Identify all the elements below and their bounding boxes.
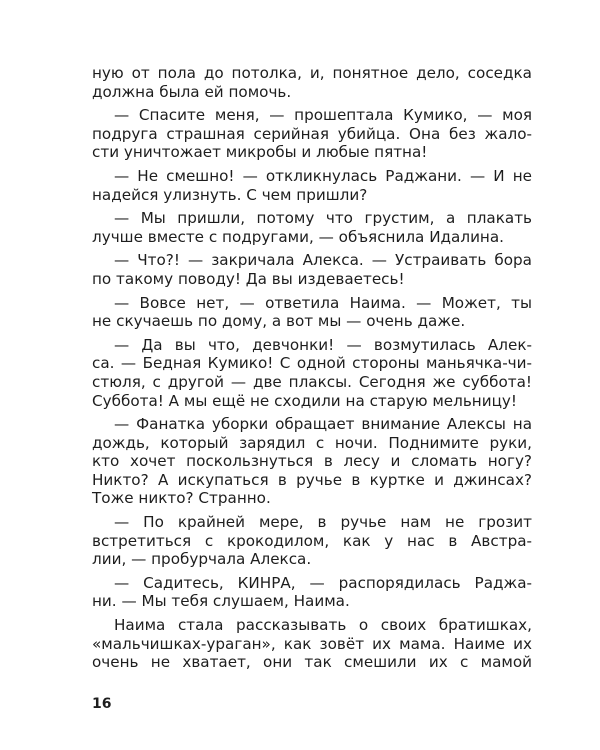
paragraph bbox=[92, 294, 532, 331]
text-line-content: Наима стала рассказывать о своих братишках, bbox=[114, 616, 532, 635]
text-line-content: по такому поводу! Да вы издеваетесь! bbox=[92, 269, 405, 288]
text-line-content: — Вовсе нет, — ответила Наима. — Может, ты bbox=[114, 293, 532, 312]
paragraph bbox=[92, 616, 532, 672]
paragraph bbox=[92, 251, 532, 288]
text-line bbox=[92, 64, 532, 83]
page-number: 16 bbox=[92, 696, 112, 712]
text-line bbox=[92, 294, 532, 313]
text-line-content: — Спасите меня, — прошептала Кумико, — моя bbox=[114, 106, 532, 125]
text-line bbox=[92, 106, 532, 125]
text-line bbox=[92, 354, 532, 373]
text-line bbox=[92, 471, 532, 490]
text-line bbox=[92, 574, 532, 593]
text-line-content: ни. — Мы тебя слушаем, Наима. bbox=[92, 592, 350, 611]
text-line-content: дождь, который зарядил с ночи. Поднимите руки, bbox=[92, 433, 532, 452]
paragraph bbox=[92, 415, 532, 508]
paragraph bbox=[92, 336, 532, 410]
text-line bbox=[92, 415, 532, 434]
text-line-content: — Фанатка уборки обращает внимание Алексы на bbox=[114, 415, 532, 434]
text-line bbox=[92, 251, 532, 270]
text-line bbox=[92, 228, 532, 247]
text-line-content: лии, — пробурчала Алекса. bbox=[92, 550, 312, 569]
text-line-content: не скучаешь по дому, а вот мы — очень даже. bbox=[92, 312, 466, 331]
text-line-content: встретиться с крокодилом, как у нас в Австра- bbox=[92, 531, 532, 550]
text-line-content: — Садитесь, КИНРА, — распорядилась Раджа- bbox=[114, 573, 532, 592]
paragraph bbox=[92, 574, 532, 611]
text-line-content: лучше вместе с подругами, — объяснила Идалина. bbox=[92, 227, 504, 246]
text-line-content: сти уничтожает микробы и любые пятна! bbox=[92, 143, 428, 162]
text-line-content: должна была ей помочь. bbox=[92, 82, 292, 101]
text-line-content: — Не смешно! — откликнулась Раджани. — И не bbox=[114, 166, 532, 185]
text-line bbox=[92, 209, 532, 228]
text-line-content: стюля, с другой — две плаксы. Сегодня же суббота! bbox=[92, 372, 532, 391]
text-line-content: Тоже никто? Странно. bbox=[92, 489, 271, 508]
paragraph bbox=[92, 64, 532, 101]
text-line bbox=[92, 373, 532, 392]
text-line bbox=[92, 312, 532, 331]
paragraph bbox=[92, 106, 532, 162]
text-line bbox=[92, 616, 532, 635]
text-line bbox=[92, 592, 532, 611]
text-line-content: са. — Бедная Кумико! С одной стороны маньячка-чи- bbox=[92, 354, 532, 373]
text-line bbox=[92, 125, 532, 144]
text-line-content: ную от пола до потолка, и, понятное дело, соседка bbox=[92, 64, 532, 82]
paragraph bbox=[92, 209, 532, 246]
text-line bbox=[92, 336, 532, 355]
text-line-content: — Что?! — закричала Алекса. — Устраивать бора bbox=[114, 251, 532, 270]
text-line bbox=[92, 270, 532, 289]
text-line bbox=[92, 550, 532, 569]
text-line bbox=[92, 83, 532, 102]
text-line-content: очень не хватает, они так смешили их с мамой bbox=[92, 653, 532, 672]
text-line-content: «мальчишках-ураган», как зовёт их мама. Наиме их bbox=[92, 634, 532, 653]
body-text bbox=[92, 64, 532, 677]
paragraph bbox=[92, 513, 532, 569]
text-line-content: кто хочет поскользнуться в лесу и сломать ногу? bbox=[92, 452, 532, 471]
text-line bbox=[92, 513, 532, 532]
text-line-content: подруга страшная серийная убийца. Она без жало- bbox=[92, 124, 532, 143]
text-line bbox=[92, 489, 532, 508]
text-line-content: — Да вы что, девчонки! — возмутилась Алек- bbox=[114, 335, 532, 354]
text-line bbox=[92, 186, 532, 205]
text-line bbox=[92, 532, 532, 551]
text-line bbox=[92, 143, 532, 162]
text-line-content: Никто? А искупаться в ручье в куртке и джинсах? bbox=[92, 470, 532, 489]
text-line bbox=[92, 167, 532, 186]
text-line bbox=[92, 392, 532, 411]
text-line bbox=[92, 635, 532, 654]
paragraph bbox=[92, 167, 532, 204]
text-line bbox=[92, 452, 532, 471]
text-line bbox=[92, 653, 532, 672]
text-line-content: надейся улизнуть. С чем пришли? bbox=[92, 185, 368, 204]
text-line bbox=[92, 434, 532, 453]
text-line-content: Суббота! А мы ещё не сходили на старую мельницу! bbox=[92, 391, 517, 410]
text-line-content: — Мы пришли, потому что грустим, а плакать bbox=[114, 209, 532, 228]
text-line-content: — По крайней мере, в ручье нам не грозит bbox=[114, 513, 532, 532]
